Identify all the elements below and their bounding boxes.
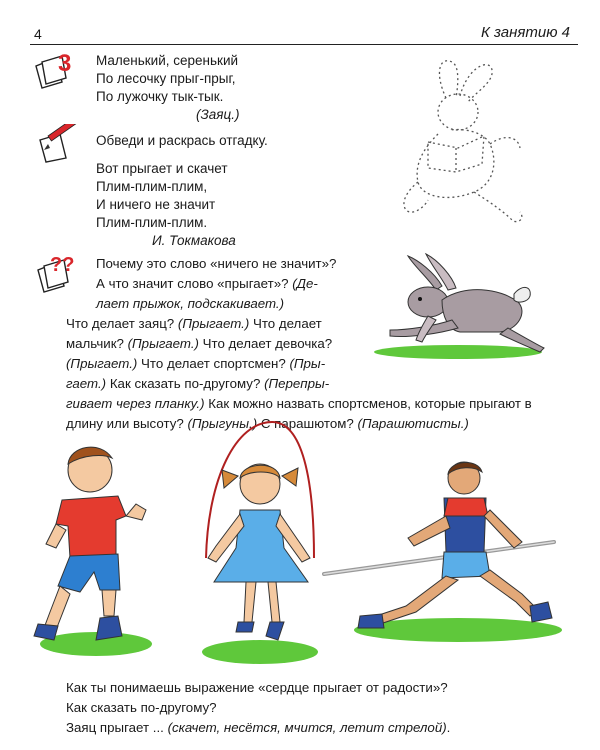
riddle-line: По лесочку прыг-прыг, xyxy=(96,71,236,86)
lesson-title: К занятию 4 xyxy=(480,24,570,41)
running-hare-illustration xyxy=(368,250,546,362)
pencil-paper-icon xyxy=(34,124,78,164)
poem-line: И ничего не значит xyxy=(96,197,216,212)
riddle-number: 3 xyxy=(58,50,72,77)
question-block xyxy=(96,254,336,314)
girl-jump-rope-illustration xyxy=(186,418,326,666)
poem-line: Плим-плим-плим, xyxy=(96,179,208,194)
riddle-answer: (Заяц.) xyxy=(196,107,240,122)
page-number: 4 xyxy=(34,26,42,42)
task-instruction: Обведи и раскрась отгадку. xyxy=(96,133,268,148)
bottom-questions xyxy=(66,678,450,738)
riddle-line: Маленький, серенький xyxy=(96,53,239,68)
question-line: Почему это слово «ничего не значит»? xyxy=(96,256,337,271)
bottom-line: Как сказать по-другому? xyxy=(66,700,217,715)
riddle-cards-icon xyxy=(32,52,76,92)
dotted-hare-outline xyxy=(394,52,534,232)
question-line: лает прыжок, подскакивает.) xyxy=(96,296,285,311)
paragraph-line: (Прыгает.) Что делает спортсмен? (Пры- xyxy=(66,356,326,371)
header-rule xyxy=(30,44,578,45)
paragraph-line: гает.) Как сказать по-другому? (Перепры- xyxy=(66,376,330,391)
poem-line: Вот прыгает и скачет xyxy=(96,161,228,176)
running-boy-illustration xyxy=(30,440,158,660)
bottom-line: Как ты понимаешь выражение «сердце прыгает от радости»? xyxy=(66,680,448,695)
athlete-with-pole-illustration xyxy=(318,456,568,646)
question-cards-icon xyxy=(34,256,78,296)
riddle-line: По лужочку тык-тык. xyxy=(96,89,224,104)
riddle-text xyxy=(96,52,239,124)
paragraph-line: Что делает заяц? (Прыгает.) Что делает xyxy=(66,316,322,331)
poem-line: Плим-плим-плим. xyxy=(96,215,208,230)
paragraph-line: мальчик? (Прыгает.) Что делает девочка? xyxy=(66,336,333,351)
poem xyxy=(96,160,236,250)
bottom-line: Заяц прыгает ... (скачет, несётся, мчится, летит стрелой). xyxy=(66,720,451,735)
paragraph-line: гивает через планку.) Как можно назвать спортсменов, которые прыгают в xyxy=(66,396,532,411)
question-line: А что значит слово «прыгает»? (Де- xyxy=(96,276,318,291)
question-mark-label: ?? xyxy=(50,254,75,276)
paragraph-line: длину или высоту? (Прыгуны.) С парашютом? (Парашютисты.) xyxy=(66,416,469,431)
poem-author: И. Токмакова xyxy=(152,233,236,248)
